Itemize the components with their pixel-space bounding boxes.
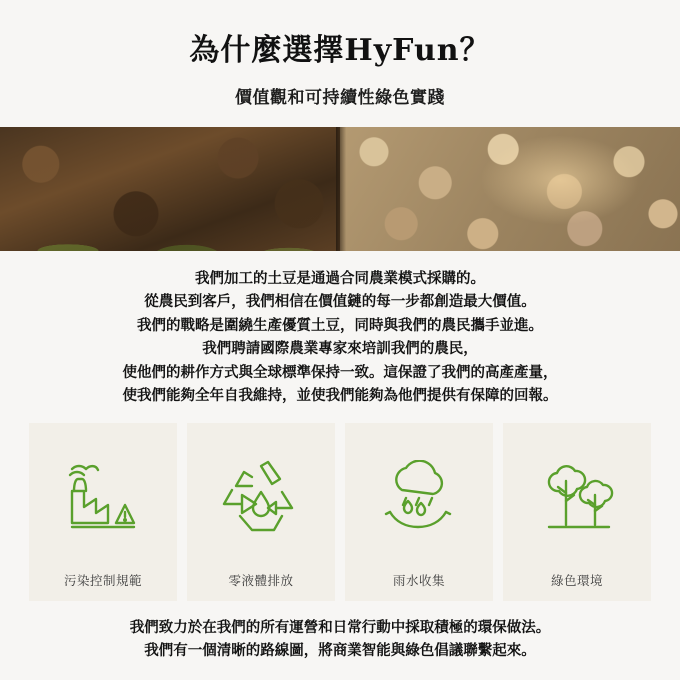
body-line: 使他們的耕作方式與全球標準保持一致。這保證了我們的高產產量， — [122, 364, 558, 381]
header — [0, 0, 680, 108]
body-paragraph — [0, 268, 680, 409]
body-line: 我們的戰略是圍繞生產優質土豆，同時與我們的農民攜手並進。 — [137, 317, 543, 334]
factory-pollution-icon — [29, 423, 177, 571]
body-line: 使我們能夠全年自我維持，並使我們能夠為他們提供有保障的回報。 — [122, 388, 558, 405]
body-line: 我們聘請國際農業專家來培訓我們的農民， — [202, 341, 478, 358]
feature-card-label: 污染控制規範 — [63, 572, 142, 588]
banner-divider — [336, 127, 346, 251]
feature-card-label: 綠色環境 — [550, 572, 603, 588]
feature-card-rainwater-harvesting — [345, 423, 493, 601]
feature-card-label: 零液體排放 — [228, 572, 294, 588]
footer-line: 我們致力於在我們的所有運營和日常行動中採取積極的環保做法。 — [129, 619, 551, 636]
footer-line: 我們有一個清晰的路線圖，將商業智能與綠色倡議聯繫起來。 — [144, 643, 536, 660]
soil-field-photo — [0, 127, 340, 251]
harvested-potatoes-photo — [340, 127, 680, 251]
trees-green-environment-icon — [503, 423, 651, 571]
feature-card-list — [0, 423, 680, 601]
page-subtitle: 價值觀和可持續性綠色實踐 — [235, 88, 445, 108]
feature-card-pollution-control — [29, 423, 177, 601]
feature-card-zero-liquid-discharge — [187, 423, 335, 601]
rain-harvest-hand-icon — [345, 423, 493, 571]
page-title: 為什麼選擇HyFun？ — [189, 33, 491, 68]
footer-paragraph — [0, 617, 680, 663]
body-line: 從農民到客戶，我們相信在價值鏈的每一步都創造最大價值。 — [144, 294, 536, 311]
feature-card-label: 雨水收集 — [392, 572, 445, 588]
feature-card-green-environment — [503, 423, 651, 601]
body-line: 我們加工的土豆是通過合同農業模式採購的。 — [195, 271, 485, 287]
recycle-water-drop-icon — [187, 423, 335, 571]
banner-image — [0, 127, 680, 251]
